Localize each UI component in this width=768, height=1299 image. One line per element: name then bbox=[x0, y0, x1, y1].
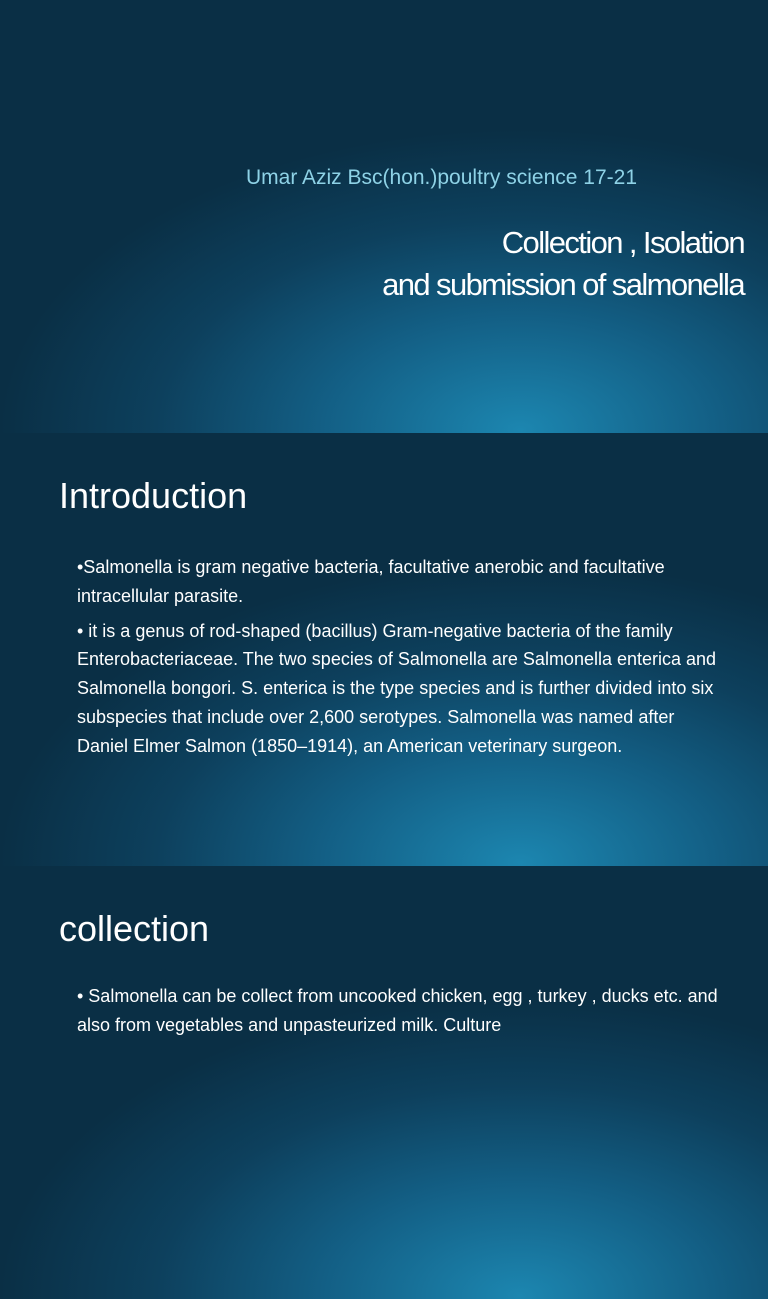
bullet-paragraph: • Salmonella can be collect from uncooked chicken, egg , turkey , ducks etc. and also from vegetables and unpasteurized milk. Culture bbox=[77, 986, 718, 1035]
introduction-slide bbox=[0, 433, 768, 866]
collection-slide bbox=[0, 866, 768, 1299]
author-subtitle: Umar Aziz Bsc(hon.)poultry science 17-21 bbox=[246, 166, 637, 189]
title-line-1: Collection , Isolation bbox=[501, 225, 744, 260]
title-line-2: and submission of salmonella bbox=[382, 267, 744, 302]
bullet-paragraph: • it is a genus of rod-shaped (bacillus) Gram-negative bacteria of the family Enterobacteriaceae. The two species of Salmonella are Salmonella enterica and Salmonella bongori. S. enterica is the type species and is further divided into six subspecies that include over 2,600 serotypes. Salmonella was named after Daniel Elmer Salmon (1850–1914), an American veterinary surgeon. bbox=[77, 620, 717, 756]
introduction-body bbox=[77, 553, 727, 767]
collection-body bbox=[77, 982, 727, 1046]
collection-heading: collection bbox=[59, 908, 210, 949]
bullet-paragraph: •Salmonella is gram negative bacteria, facultative anerobic and facultative intracellular parasite. bbox=[77, 557, 665, 606]
introduction-heading: Introduction bbox=[59, 475, 248, 516]
title-slide bbox=[0, 0, 768, 433]
presentation-title bbox=[382, 222, 744, 306]
